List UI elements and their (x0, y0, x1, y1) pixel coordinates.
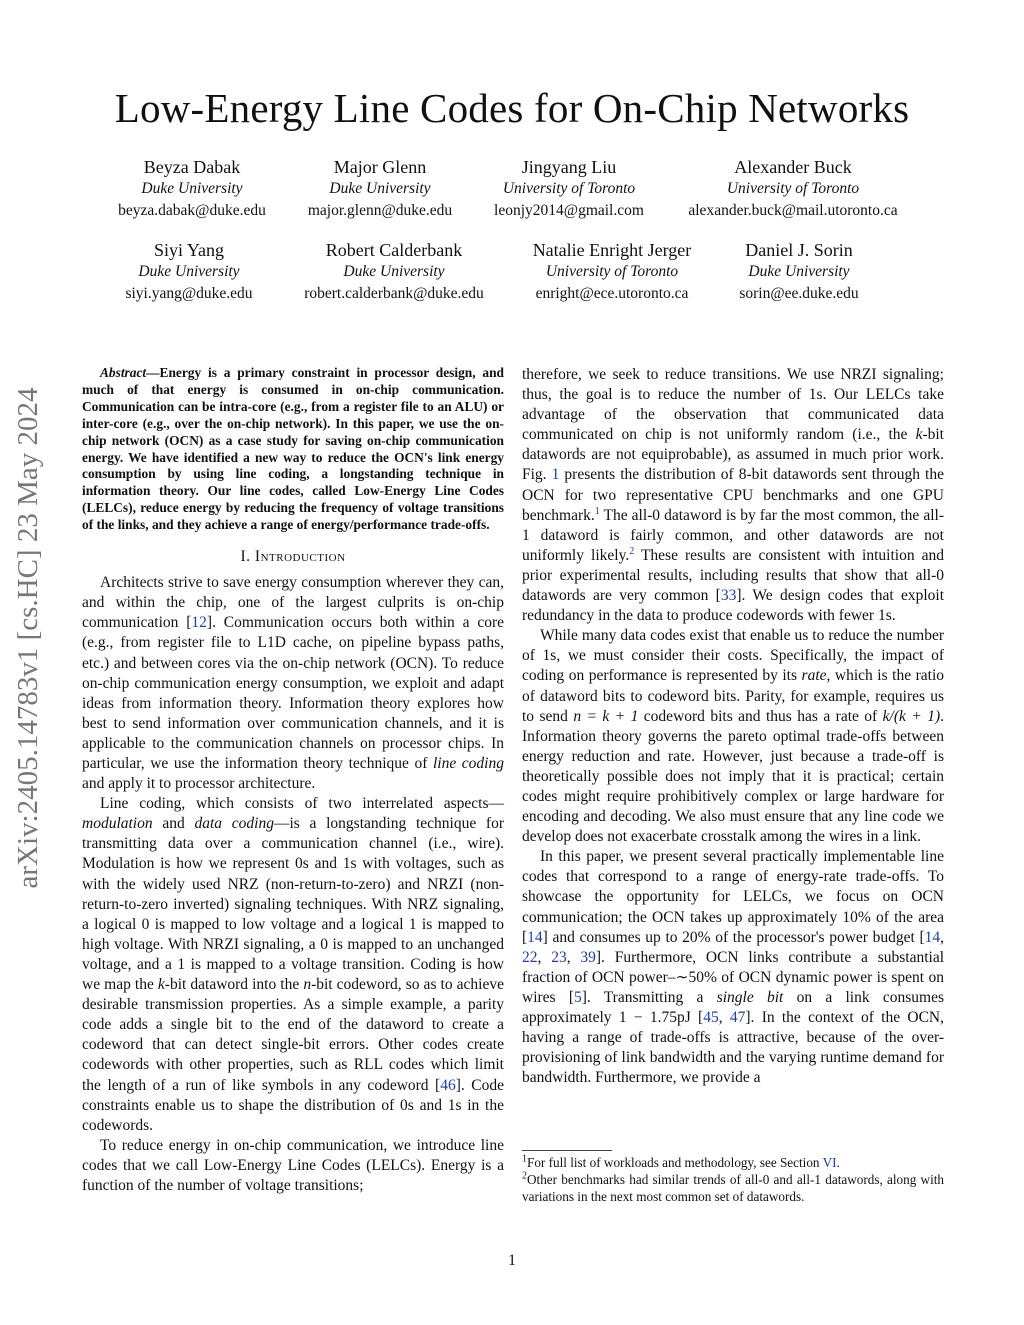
footnote-mark: 2 (522, 1170, 527, 1182)
text-run: ] and consumes up to 20% of the processor's power budget [ (542, 928, 925, 946)
text-run: therefore, we seek to reduce transitions. We use NRZI signaling; thus, the goal is to reduce the number of 1s. Our LELCs take advantage of the observation that communicated data communicated on chip is not uniformly random (i.e., the (522, 366, 944, 444)
math-var: k (915, 426, 923, 444)
emphasis: line coding (432, 755, 504, 772)
citation-link[interactable]: 45 (703, 1009, 719, 1026)
text-run: -bit codeword, so as to achieve desirable transmission properties. As a simple example, a parity code adds a single bit to the end of the dataword to create a codeword that can detect single-bit errors. Other codes create codewords with other properties, such as RLL codes which limit the length of a run of like symbols in any codeword [ (82, 976, 504, 1094)
text-run: Line coding, which consists of two interrelated aspects— (100, 795, 504, 813)
footnote-marker-link[interactable]: 2 (629, 545, 635, 557)
arxiv-stamp: arXiv:2405.14783v1 [cs.HC] 23 May 2024 (12, 387, 44, 889)
citation-link[interactable]: 23 (551, 948, 567, 966)
footnote-rule (522, 1150, 612, 1151)
citation-link[interactable]: 5 (574, 988, 582, 1006)
abstract-label: Abstract (100, 365, 147, 380)
author-email: alexander.buck@mail.utoronto.ca (688, 202, 898, 219)
abstract-text: —Energy is a primary constraint in processor design, and much of that energy is consumed in on-chip communication. Communication can be intra-core (e.g., from a register file to an ALU) or inter-core (e.g., over the on-chip network). In this paper, we use the on-chip network (OCN) as a case study for saving on-chip communication energy. We have identified a new way to reduce the OCN's link energy consumption by using line coding, a longstanding technique in information theory. Our line codes, called Low-Energy Line Codes (LELCs), reduce energy by reducing the frequency of voltage transitions of the links, and they achieve a range of energy/performance trade-offs. (82, 365, 504, 533)
citation-link[interactable]: 39 (580, 948, 596, 966)
author-affiliation: Duke University (329, 180, 431, 197)
text-run: presents the distribution of 8-bit datawords sent through the OCN for two representative CPU benchmarks and one GPU benchmark. (522, 466, 944, 524)
footnote-2 (522, 1172, 944, 1205)
text-run: In this paper, we present several practically implementable line codes that correspond to a range of energy-rate trade-offs. To showcase the opportunity for LELCs, we focus on OCN communication; the OCN takes up approximately 10% of the area [ (522, 848, 944, 946)
citation-link[interactable]: 22 (522, 948, 538, 966)
text-run: Architects strive to save energy consumption wherever they can, and within the chip, one of the largest culprits is on-chip communication [ (82, 574, 504, 632)
citation-link[interactable]: 14 (924, 928, 941, 946)
author-name: Major Glenn (333, 157, 427, 177)
text-run: -bit dataword into the (164, 976, 304, 994)
page-number: 1 (508, 1252, 516, 1269)
text-run: and apply it to processor architecture. (82, 775, 316, 793)
author-email: beyza.dabak@duke.edu (118, 202, 266, 219)
citation-link[interactable]: 46 (440, 1076, 456, 1094)
text-run: ]. In the context of the OCN, having a range of trade-offs is attractive, because of the over-provisioning of link bandwidth and the varying runtime demand for bandwidth. Furthermore, we provide a (522, 1009, 944, 1087)
math-var: n (303, 976, 312, 994)
author-name: Robert Calderbank (325, 240, 463, 260)
intro-paragraph-1 (82, 573, 504, 794)
author-affiliation: University of Toronto (545, 263, 679, 280)
author-email: sorin@ee.duke.edu (739, 285, 859, 302)
text-run: ]. Code constraints enable us to shape the distribution of 0s and 1s in the codewords. (82, 1076, 504, 1134)
intro-paragraph-2 (82, 794, 504, 1136)
author-email: enright@ece.utoronto.ca (535, 285, 689, 302)
author-email: major.glenn@duke.edu (307, 202, 453, 219)
text-run: [ (690, 1009, 704, 1026)
citation-link[interactable]: 47 (729, 1009, 746, 1026)
author-affiliation: University of Toronto (502, 180, 636, 197)
author-email: robert.calderbank@duke.edu (304, 285, 484, 302)
author-name: Siyi Yang (153, 240, 225, 260)
text-run: ]. Transmitting a (581, 988, 717, 1006)
abstract (82, 365, 504, 534)
text-run: These results are consistent with intuition and prior experimental results, including results that show that all-0 datawords are very common [ (522, 546, 944, 605)
citation-link[interactable]: 12 (191, 614, 207, 632)
intro-paragraph-3-cont (522, 365, 944, 626)
text-run: codeword bits and thus has a rate of (638, 707, 883, 725)
text-run: While many data codes exist that enable us to reduce the number of 1s, we must consider their costs. Specifically, the impact of coding on performance is represented by its (522, 627, 944, 685)
math-var: k (157, 976, 165, 994)
author-name: Beyza Dabak (143, 157, 241, 177)
right-column (522, 365, 944, 1088)
paper-title: Low-Energy Line Codes for On-Chip Networks (114, 85, 910, 131)
footnote-marker-link[interactable]: 1 (594, 505, 600, 517)
citation-link[interactable]: 33 (720, 587, 737, 605)
text-run: -bit datawords are not equiprobable), as assumed in much prior work. Fig. (522, 426, 944, 484)
author-email: siyi.yang@duke.edu (125, 285, 253, 302)
text-run: on a link consumes approximately (522, 988, 944, 1026)
text-run: and (152, 815, 195, 833)
footnote-text: . (836, 1155, 840, 1170)
text-run: The all-0 dataword is by far the most common, the all-1 dataword is fairly common, and other datawords are not uniformly likely. (522, 506, 944, 564)
author-name: Natalie Enright Jerger (532, 240, 692, 260)
footnote-text: Other benchmarks had similar trends of all-0 and all-1 datawords, along with variations in the next most common set of datawords. (522, 1172, 944, 1204)
section-title: Introduction (254, 548, 346, 566)
math-expression: 1 − 1.75pJ (618, 1009, 691, 1026)
figure-link[interactable]: 1 (551, 466, 560, 484)
math-expression: k/(k + 1) (882, 707, 941, 725)
left-column (82, 365, 504, 1196)
section-number: I. (240, 548, 251, 566)
author-affiliation: University of Toronto (726, 180, 860, 197)
citation-link[interactable]: 14 (527, 928, 543, 946)
text-run: ]. We design codes that exploit redundancy in the data to produce codewords with fewer 1s. (522, 587, 944, 625)
footnote-mark: 1 (522, 1153, 527, 1165)
text-run: . Information theory governs the pareto optimal trade-offs between energy reduction and rate. However, just because a trade-off is theoretically possible does not imply that it is practical; certain codes might require prohibitively complex or large hardware for encoding and decoding. We also must ensure that any line code we develop does not exacerbate crosstalk among the wires in a link. (522, 707, 944, 846)
intro-paragraph-4 (522, 626, 944, 847)
author-block (439, 156, 699, 222)
emphasis: modulation (82, 815, 153, 833)
text-run: ]. Communication occurs both within a core (e.g., from register file to L1D cache, on pipeline bypass paths, etc.) and between cores via the on-chip network (OCN). To reduce on-chip communication energy consumption, we exploit and adapt ideas from information theory. Information theory explores how best to send information over communication channels, and it is applicable to the communication channels on processor chips. In particular, we use the information theory technique of (82, 614, 504, 772)
author-affiliation: Duke University (138, 263, 240, 280)
emphasis: rate (801, 667, 827, 685)
author-block (663, 156, 923, 222)
emphasis: single bit (716, 988, 784, 1006)
intro-paragraph-5: In this paper, we present several practically implementable line codes that correspond to a range of energy-rate trade-offs. To showcase the opportunity for LELCs, we focus on OCN communication; the OCN takes up approximately 10% of the area [14] and consumes up to 20% of the processor's power budget [14, 22, 23, 39]. Furthermore, OCN links contribute a substantial fraction of OCN power–∼50% of OCN dynamic power is spent on wires [5]. Transmitting a single bit on a link consumes approximately 1 − 1.75pJ [45, 47]. In the context of the OCN, having a range of trade-offs is attractive, because of the over-provisioning of link bandwidth and the varying runtime demand for bandwidth. Furthermore, we provide a (522, 848, 945, 1087)
math-expression: n = k + 1 (573, 707, 639, 725)
section-heading (82, 547, 504, 567)
author-name: Jingyang Liu (521, 157, 617, 177)
text-run: ]. Furthermore, OCN links contribute a substantial fraction of OCN power–∼50% of OCN dynamic power is spent on wires [ (522, 948, 945, 1006)
author-block (669, 239, 929, 305)
author-name: Alexander Buck (734, 157, 852, 177)
text-run: —is a longstanding technique for transmitting data over a communication channel (i.e., wire). Modulation is how we represent 0s and 1s with voltages, such as with the widely used NRZ (non-return-to-zero) and NRZI (non-return-to-zero inverted) signaling techniques. With NRZ signaling, a logical 0 is mapped to low voltage and a logical 1 is mapped to high voltage. With NRZI signaling, a 0 is mapped to an unchanged voltage, and a 1 is mapped to a voltage transition. Coding is how we map the (82, 815, 504, 994)
author-name: Daniel J. Sorin (745, 240, 853, 260)
author-affiliation: Duke University (343, 263, 445, 280)
author-email: leonjy2014@gmail.com (494, 202, 644, 219)
author-affiliation: Duke University (748, 263, 850, 280)
author-affiliation: Duke University (141, 180, 243, 197)
section-link[interactable]: VI (822, 1155, 837, 1170)
footnote-1 (522, 1155, 944, 1172)
footnote-text: For full list of workloads and methodology, see Section (527, 1155, 823, 1170)
intro-paragraph-3: To reduce energy in on-chip communication, we introduce line codes that we call Low-Energy Line Codes (LELCs). Energy is a function of the number of voltage transitions; (82, 1136, 504, 1194)
text-run: , which is the ratio of dataword bits to codeword bits. Parity, for example, requires us to send (522, 667, 944, 725)
emphasis: data coding (194, 815, 274, 833)
